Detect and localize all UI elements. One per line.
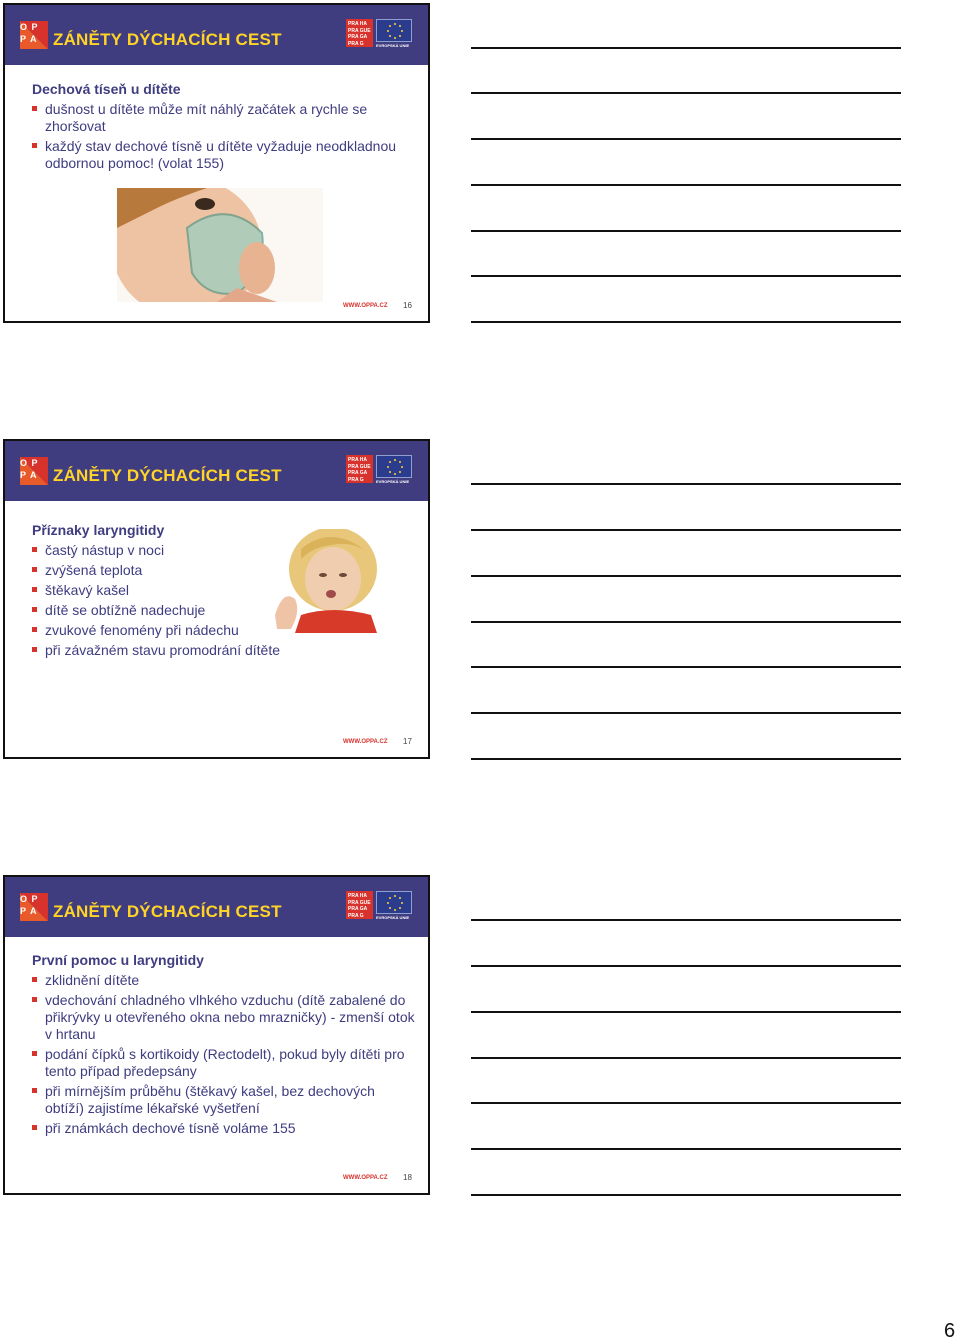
list-item: při mírnějším průběhu (štěkavý kašel, bez dechových obtíží) zajistíme lékařské vyšetření (32, 1083, 417, 1117)
list-item: zklidnění dítěte (32, 972, 417, 989)
page-number: 6 (944, 1320, 956, 1340)
slide-title: ZÁNĚTY DÝCHACÍCH CEST (53, 466, 282, 485)
list-item: každý stav dechové tísně u dítěte vyžaduje neodkladnou odbornou pomoc! (volat 155) (32, 138, 412, 172)
footer-url: WWW.OPPA.CZ (343, 739, 388, 745)
note-line (471, 1148, 901, 1150)
eu-flag-icon (376, 19, 412, 47)
eu-flag-icon (376, 891, 412, 919)
note-line (471, 529, 901, 531)
note-line (471, 275, 901, 277)
eu-flag-icon (376, 455, 412, 483)
section-heading: Příznaky laryngitidy (32, 522, 165, 538)
list-item: častý nástup v noci (32, 542, 412, 559)
note-line (471, 575, 901, 577)
list-item: podání čípků s kortikoidy (Rectodelt), pokud byly dítěti pro tento případ předepsány (32, 1046, 417, 1080)
list-item: dušnost u dítěte může mít náhlý začátek a rychle se zhoršovat (32, 101, 412, 135)
list-item: zvukové fenomény při nádechu (32, 622, 412, 639)
list-item: při závažném stavu promodrání dítěte (32, 642, 412, 659)
section-heading: Dechová tíseň u dítěte (32, 81, 181, 97)
list-item: zvýšená teplota (32, 562, 412, 579)
child-inhaler-photo (117, 188, 323, 302)
list-item: vdechování chladného vlhkého vzduchu (dítě zabalené do přikrývky u otevřeného okna nebo mrazničky) - zmenší otok v hrtanu (32, 992, 417, 1043)
oppa-logo-text: O P P A (20, 894, 39, 916)
note-line (471, 919, 901, 921)
slide-17 (3, 439, 430, 759)
list-item: štěkavý kašel (32, 582, 412, 599)
note-line (471, 483, 901, 485)
praha-logo: PRA HA PRA GUE PRA GA PRA G (346, 455, 373, 483)
slide-number: 16 (403, 301, 412, 310)
slide-number: 17 (403, 737, 412, 746)
slide-header (5, 5, 428, 65)
note-line (471, 712, 901, 714)
coughing-child-photo (271, 529, 387, 633)
note-line (471, 47, 901, 49)
slide-header (5, 877, 428, 937)
bullet-list (32, 101, 412, 175)
eu-label: EVROPSKÁ UNIE (376, 43, 410, 48)
note-line (471, 184, 901, 186)
eu-label: EVROPSKÁ UNIE (376, 915, 410, 920)
section-heading: První pomoc u laryngitidy (32, 952, 204, 968)
slide-16 (3, 3, 430, 323)
footer-url: WWW.OPPA.CZ (343, 303, 388, 309)
slide-18 (3, 875, 430, 1195)
slide-number: 18 (403, 1173, 412, 1182)
note-line (471, 92, 901, 94)
list-item: při známkách dechové tísně voláme 155 (32, 1120, 417, 1137)
note-line (471, 321, 901, 323)
note-line (471, 1102, 901, 1104)
note-line (471, 666, 901, 668)
praha-logo: PRA HA PRA GUE PRA GA PRA G (346, 891, 373, 919)
bullet-list (32, 972, 417, 1140)
note-line (471, 758, 901, 760)
note-line (471, 138, 901, 140)
list-item: dítě se obtížně nadechuje (32, 602, 412, 619)
note-line (471, 965, 901, 967)
praha-logo: PRA HA PRA GUE PRA GA PRA G (346, 19, 373, 47)
oppa-logo-text: O P P A (20, 458, 39, 480)
note-line (471, 621, 901, 623)
eu-label: EVROPSKÁ UNIE (376, 479, 410, 484)
note-line (471, 230, 901, 232)
oppa-logo-text: O P P A (20, 22, 39, 44)
slide-title: ZÁNĚTY DÝCHACÍCH CEST (53, 30, 282, 49)
slide-header (5, 441, 428, 501)
note-line (471, 1194, 901, 1196)
note-line (471, 1057, 901, 1059)
footer-url: WWW.OPPA.CZ (343, 1175, 388, 1181)
note-line (471, 1011, 901, 1013)
slide-title: ZÁNĚTY DÝCHACÍCH CEST (53, 902, 282, 921)
